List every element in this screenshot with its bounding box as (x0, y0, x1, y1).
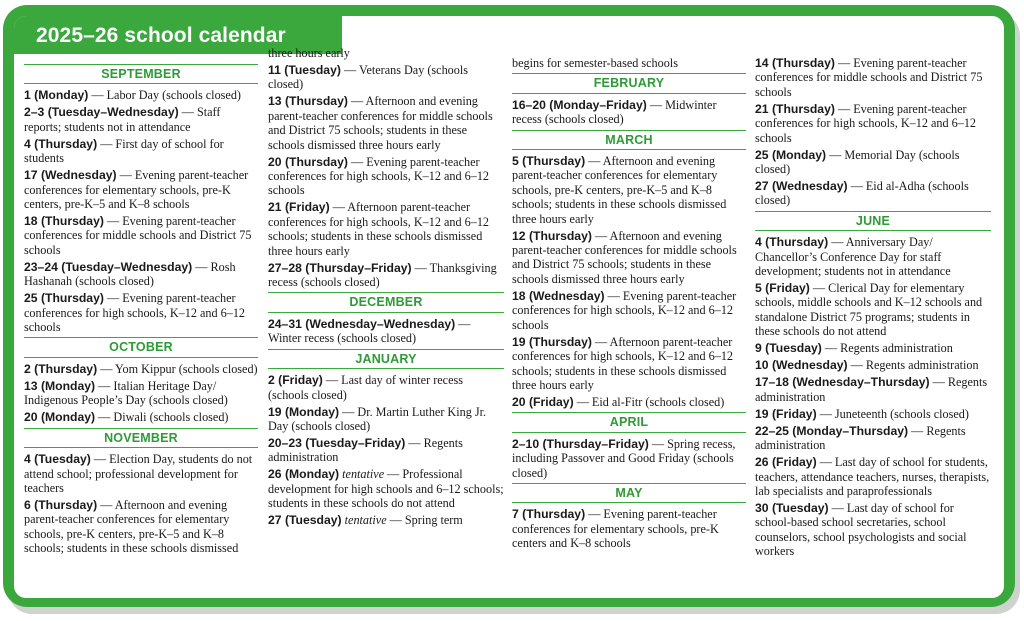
page-title: 2025–26 school calendar (36, 24, 286, 47)
calendar-entry: 16–20 (Monday–Friday) — Midwinter recess (schools closed) (512, 97, 717, 127)
month-heading-december: DECEMBER (268, 292, 504, 312)
calendar-entry: 13 (Thursday) — Afternoon and evening parent-teacher conferences for middle schools and District 75 schools; students in these schools dismissed three hours early (268, 94, 493, 152)
month-heading-march: MARCH (512, 130, 746, 150)
calendar-entry: 17 (Wednesday) — Evening parent-teacher conferences for elementary schools, pre-K centers, pre-K–5 and K–8 schools (24, 168, 249, 212)
calendar-entry: 1 (Monday) — Labor Day (schools closed) (24, 88, 241, 103)
column-3 (512, 56, 746, 553)
month-heading-february: FEBRUARY (512, 73, 746, 93)
calendar-entry: 21 (Friday) — Afternoon parent-teacher conferences for high schools, K–12 and 6–12 schools; students in these schools dismissed three hours early (268, 200, 490, 258)
month-heading-october: OCTOBER (24, 337, 258, 357)
calendar-entry: 12 (Thursday) — Afternoon and evening parent-teacher conferences for middle schools and District 75 schools; students in these schools dismissed three hours early (512, 228, 737, 286)
calendar-entry: 20 (Friday) — Eid al-Fitr (schools closed) (512, 394, 725, 409)
calendar-entry: 20 (Monday) — Diwali (schools closed) (24, 410, 229, 425)
calendar-entry: 5 (Thursday) — Afternoon and evening parent-teacher conferences for elementary schools, pre-K centers, pre-K–5 and K–8 schools; students in these schools dismissed three hours early (512, 154, 727, 226)
calendar-entry: 20 (Thursday) — Evening parent-teacher conferences for high schools, K–12 and 6–12 schools (268, 154, 490, 198)
month-heading-may: MAY (512, 483, 746, 503)
calendar-entry-continued: begins for semester-based schools (512, 56, 678, 70)
calendar-entry: 18 (Wednesday) — Evening parent-teacher conferences for high schools, K–12 and 6–12 schools (512, 288, 737, 332)
calendar-panel (14, 16, 1004, 598)
calendar-entry: 25 (Monday) — Memorial Day (schools closed) (755, 147, 960, 177)
calendar-entry: 25 (Thursday) — Evening parent-teacher conferences for high schools, K–12 and 6–12 schools (24, 291, 246, 335)
calendar-entry: 30 (Tuesday) — Last day of school for school-based school secretaries, school counselors, school psychologists and social workers (755, 500, 967, 559)
calendar-entry: 2 (Thursday) — Yom Kippur (schools closed) (24, 361, 258, 376)
calendar-entry: 6 (Thursday) — Afternoon and evening parent-teacher conferences for elementary schools, pre-K centers, pre-K–5 and K–8 schools; students in these schools dismissed (24, 497, 239, 556)
month-heading-september: SEPTEMBER (24, 64, 258, 84)
calendar-entry: 18 (Thursday) — Evening parent-teacher conferences for middle schools and District 75 schools (24, 214, 252, 257)
calendar-entry: 2–3 (Tuesday–Wednesday) — Staff reports; students not in attendance (24, 105, 221, 134)
month-heading-april: APRIL (512, 412, 746, 432)
calendar-entry: 23–24 (Tuesday–Wednesday) — Rosh Hashanah (schools closed) (24, 259, 236, 289)
column-1 (24, 64, 258, 558)
column-4 (755, 56, 991, 561)
calendar-entry: 7 (Thursday) — Evening parent-teacher conferences for elementary schools, pre-K centers and K–8 schools (512, 507, 719, 551)
column-2 (268, 46, 504, 530)
calendar-entry: 17–18 (Wednesday–Thursday) — Regents administration (755, 375, 988, 404)
calendar-entry: 26 (Friday) — Last day of school for students, teachers, attendance teachers, nurses, therapists, lab specialists and paraprofessionals (755, 455, 990, 498)
calendar-entry: 19 (Monday) — Dr. Martin Luther King Jr. Day (schools closed) (268, 404, 487, 433)
calendar-entry: 20–23 (Tuesday–Friday) — Regents administration (268, 435, 463, 465)
calendar-entry: 21 (Thursday) — Evening parent-teacher conferences for high schools, K–12 and 6–12 schools (755, 101, 977, 145)
calendar-entry: 9 (Tuesday) — Regents administration (755, 341, 953, 356)
calendar-entry: 19 (Thursday) — Afternoon parent-teacher conferences for high schools, K–12 and 6–12 schools; students in these schools dismissed three hours early (512, 334, 734, 392)
calendar-entry-continued: three hours early (268, 46, 350, 60)
month-heading-june: JUNE (755, 211, 991, 231)
calendar-entry: 14 (Thursday) — Evening parent-teacher conferences for middle schools and District 75 schools (755, 56, 983, 99)
calendar-entry: 27 (Tuesday) tentative — Spring term (268, 513, 463, 528)
calendar-entry: 27 (Wednesday) — Eid al-Adha (schools closed) (755, 179, 969, 208)
calendar-entry: 27–28 (Thursday–Friday) — Thanksgiving recess (schools closed) (268, 260, 497, 290)
calendar-entry: 13 (Monday) — Italian Heritage Day/ Indigenous People’s Day (schools closed) (24, 378, 228, 408)
calendar-entry: 26 (Monday) tentative — Professional development for high schools and 6–12 schools; students in these schools do not attend (268, 467, 504, 511)
calendar-entry: 4 (Thursday) — First day of school for students (24, 136, 224, 166)
calendar-entry: 5 (Friday) — Clerical Day for elementary schools, middle schools and K–12 schools and standalone District 75 programs; students in these schools do not attend (755, 281, 983, 339)
calendar-entry: 10 (Wednesday) — Regents administration (755, 358, 979, 373)
calendar-entry: 19 (Friday) — Juneteenth (schools closed) (755, 406, 969, 421)
calendar-entry: 24–31 (Wednesday–Wednesday) — Winter recess (schools closed) (268, 316, 471, 346)
month-heading-november: NOVEMBER (24, 428, 258, 448)
calendar-entry: 2–10 (Thursday–Friday) — Spring recess, including Passover and Good Friday (schools closed) (512, 436, 736, 480)
calendar-entry: 4 (Tuesday) — Election Day, students do not attend school; professional development for teachers (24, 452, 253, 495)
calendar-entry: 22–25 (Monday–Thursday) — Regents administration (755, 423, 966, 453)
calendar-entry: 4 (Thursday) — Anniversary Day/ Chancellor’s Conference Day for staff development; students not in attendance (755, 235, 951, 279)
calendar-entry: 2 (Friday) — Last day of winter recess (schools closed) (268, 373, 463, 402)
month-heading-january: JANUARY (268, 349, 504, 369)
calendar-entry: 11 (Tuesday) — Veterans Day (schools closed) (268, 63, 468, 92)
